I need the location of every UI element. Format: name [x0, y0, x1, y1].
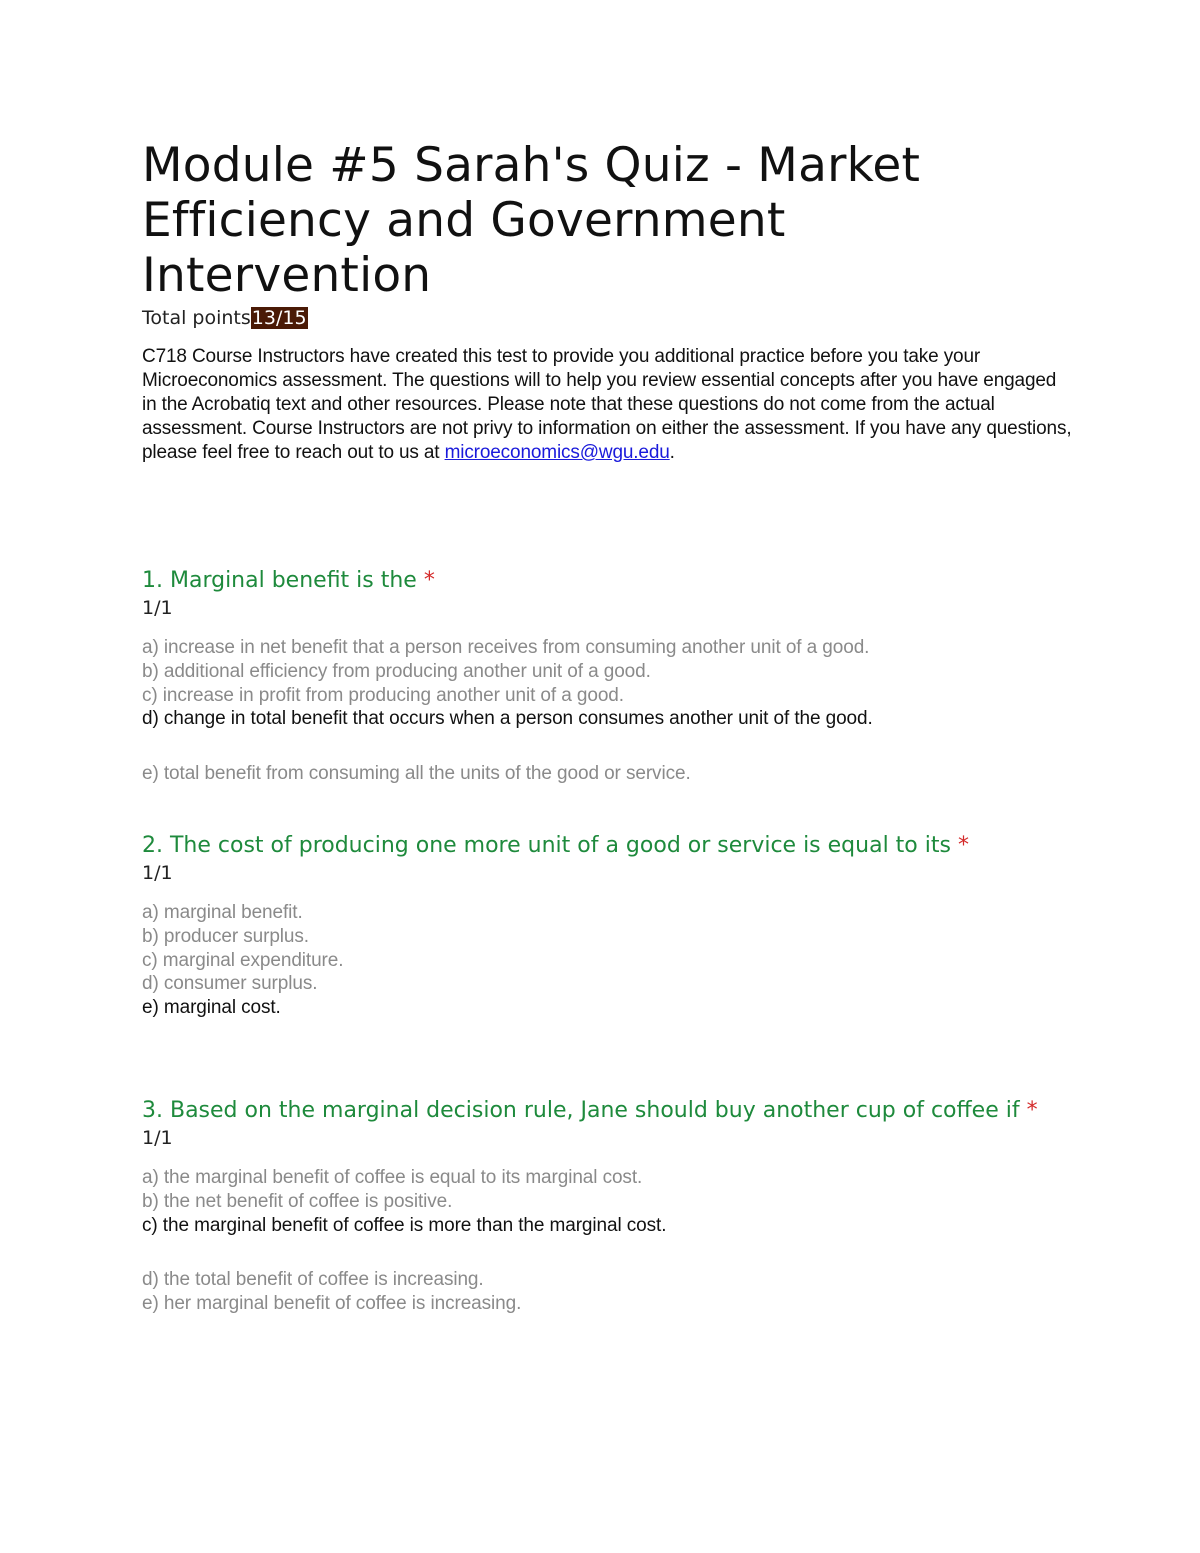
question-title [142, 1098, 1072, 1124]
options-list [142, 901, 1072, 1020]
quiz-document [142, 138, 1072, 465]
intro-paragraph [142, 345, 1072, 465]
option-a[interactable]: a) the marginal benefit of coffee is equal to its marginal cost. [142, 1167, 643, 1188]
question-2 [142, 833, 1072, 1020]
option-b[interactable]: b) the net benefit of coffee is positive. [142, 1190, 453, 1212]
question-text: 2. The cost of producing one more unit of a good or service is equal to its [142, 833, 958, 858]
option-a[interactable]: a) increase in net benefit that a person receives from consuming another unit of a good. [142, 637, 870, 658]
required-star: * [957, 833, 969, 858]
required-star: * [423, 568, 435, 593]
option-c[interactable]: c) marginal expenditure. [142, 949, 344, 971]
question-title [142, 833, 1072, 859]
option-d[interactable]: d) consumer surplus. [142, 973, 318, 995]
option-c[interactable]: c) increase in profit from producing another unit of a good. [142, 684, 624, 706]
option-e[interactable]: e) marginal cost. [142, 997, 281, 1019]
option-e[interactable]: e) total benefit from consuming all the units of the good or service. [142, 763, 691, 785]
page-title: Module #5 Sarah's Quiz - Market Efficiency and Government Intervention [142, 138, 921, 303]
question-score: 1/1 [142, 1127, 173, 1149]
question-title [142, 568, 1072, 594]
question-3 [142, 1098, 1072, 1316]
question-score: 1/1 [142, 862, 173, 884]
question-score: 1/1 [142, 597, 173, 619]
question-text: 3. Based on the marginal decision rule, Jane should buy another cup of coffee if [142, 1098, 1027, 1123]
option-a[interactable]: a) marginal benefit. [142, 902, 303, 923]
options-list [142, 636, 1072, 786]
option-d[interactable]: d) change in total benefit that occurs when a person consumes another unit of the good. [142, 708, 873, 730]
intro-end: . [669, 442, 675, 463]
option-b[interactable]: b) additional efficiency from producing another unit of a good. [142, 660, 651, 682]
intro-text: C718 Course Instructors have created this test to provide you additional practice before you take your Microeconomics assessment. The questions will to help you review essential concepts after you have engaged in the Acrobatiq text and other resources. Please note that these questions do not come from the actual assessment. Course Instructors are not privy to information on either the assessment. If you have any questions, please feel free to reach out to us at [142, 346, 1072, 463]
option-c[interactable]: c) the marginal benefit of coffee is more than the marginal cost. [142, 1214, 667, 1236]
required-star: * [1026, 1098, 1038, 1123]
total-points [142, 305, 1072, 331]
question-1 [142, 568, 1072, 786]
email-link[interactable]: microeconomics@wgu.edu [444, 442, 670, 463]
total-points-label: Total points [142, 307, 251, 329]
option-e[interactable]: e) her marginal benefit of coffee is increasing. [142, 1293, 522, 1315]
total-points-badge: 13/15 [251, 307, 307, 329]
option-d[interactable]: d) the total benefit of coffee is increasing. [142, 1269, 484, 1291]
option-b[interactable]: b) producer surplus. [142, 925, 309, 947]
question-text: 1. Marginal benefit is the [142, 568, 424, 593]
options-list [142, 1166, 1072, 1316]
